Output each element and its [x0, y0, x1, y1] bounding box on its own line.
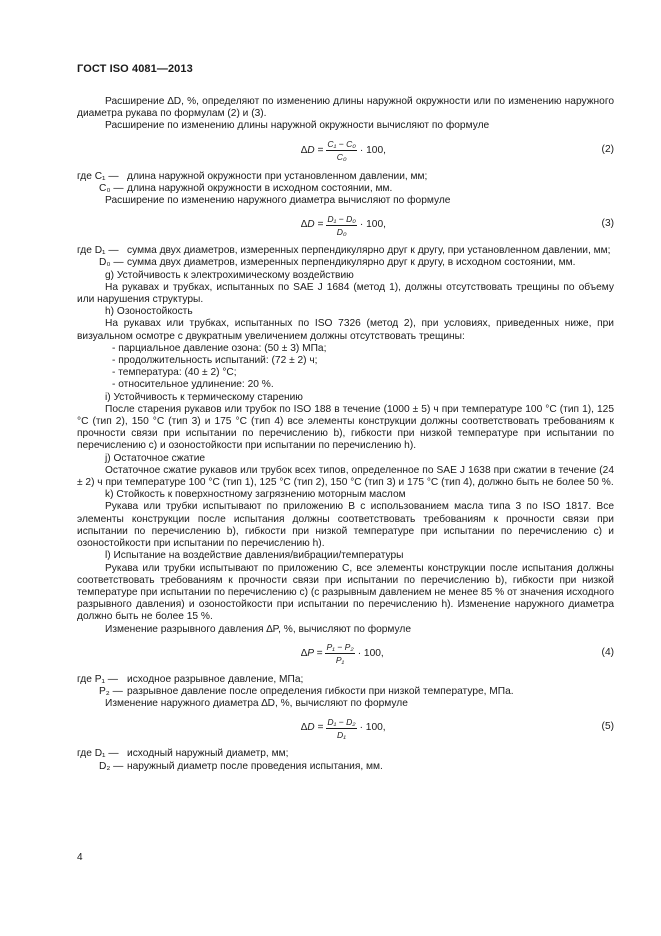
formula-2 — [77, 137, 614, 165]
definition-text: наружный диаметр после проведения испытания, мм. — [127, 760, 383, 772]
formula-3-lhs: ∆D = — [301, 219, 324, 231]
list-item: - относительное удлинение: 20 %. — [112, 379, 274, 391]
section-l-text: Рукава или трубки испытывают по приложению С, все элементы конструкции после испытания должны соответствовать требованиям к прочности связи при испытании по перечислению b), гибкости при низкой температуре при испытании по перечислению с) (с разрывным давлением не менее 85 % от значения исходного разрывного давления) и озоностойкости при испытании по перечислению h). Изменение наружного диаметра должно быть не более 15 %. — [77, 562, 614, 623]
section-k-text: Рукава или трубки испытывают по приложению В с использованием масла типа 3 по ISO 1817. Все элементы конструкции после испытания должны соответствовать требованиям к прочности связи при испытании по перечислению b), гибкости при низкой температуре при испытании по перечислению с) и озоностойкости при испытании по перечислению h). — [77, 501, 614, 550]
formula-3-number: (3) — [601, 218, 614, 230]
formula-2-denominator: C₀ — [336, 152, 347, 163]
formula-4-denominator: P₁ — [335, 655, 345, 666]
section-g-text: На рукавах и трубках, испытанных по SAE J 1684 (метод 1), должны отсутствовать трещины по объему или нарушения структуры. — [77, 281, 614, 306]
section-j-text: Остаточное сжатие рукавов или трубок всех типов, определенное по SAE J 1638 при сжатии в течение (24 ± 2) ч при температуре 100 °С (тип 1), 125 °С (тип 2), 150 °С (тип 3) и 175 °С (тип 4), должно быть не более 50 %. — [77, 464, 614, 489]
paragraph-diameter-change-intro: Изменение наружного диаметра ∆D, %, вычисляют по формуле — [105, 698, 408, 710]
formula-3-numerator: D₁ − D₀ — [327, 213, 356, 224]
definition-label: D₀ — — [99, 257, 124, 269]
paragraph-pressure-formula-intro: Изменение разрывного давления ∆P, %, вычисляют по формуле — [105, 623, 412, 635]
definition-text: исходный наружный диаметр, мм; — [127, 748, 289, 760]
formula-4 — [77, 640, 614, 668]
definition-label: где D₁ — — [77, 748, 119, 760]
formula-3-rhs: · 100, — [359, 219, 386, 231]
definition-d0 — [77, 257, 614, 269]
section-g-title: g) Устойчивость к электрохимическому воздействию — [105, 269, 354, 281]
standard-header: ГОСТ ISO 4081—2013 — [77, 63, 193, 75]
definition-text: сумма двух диаметров, измеренных перпендикулярно друг к другу, в исходном состоянии, мм. — [127, 257, 576, 269]
section-i-text: После старения рукавов или трубок по ISO 188 в течение (1000 ± 5) ч при температуре 100 °С (тип 1), 125 °С (тип 2), 150 °С (тип 3) и 175 °С (тип 4) все элементы конструкции должны соответствовать требованиям к прочности связи при испытании по перечислению b), гибкости при низкой температуре при испытании по перечислению с) и озоностойкости при испытании по перечислению h). — [77, 403, 614, 452]
formula-5 — [77, 714, 614, 742]
section-j-title: j) Остаточное сжатие — [105, 452, 206, 464]
formula-4-lhs: ∆P = — [301, 647, 323, 659]
formula-2-rhs: · 100, — [359, 144, 386, 156]
definition-label: D₂ — — [99, 760, 124, 772]
formula-4-number: (4) — [601, 646, 614, 658]
definition-label: где P₁ — — [77, 673, 118, 685]
definition-d1-initial — [77, 748, 614, 760]
section-i-title: i) Устойчивость к термическому старению — [105, 391, 303, 403]
section-h-text: На рукавах или трубках, испытанных по ISO 7326 (метод 2), при условиях, приведенных ниже, при визуальном осмотре с двукратным увеличением должны отсутствовать трещины: — [77, 318, 614, 342]
section-h-title: h) Озоностойкость — [105, 306, 193, 318]
paragraph-diameter-formula-intro: Расширение по изменению наружного диаметра вычисляют по формуле — [105, 195, 451, 207]
definition-text: длина наружной окружности в исходном состоянии, мм. — [127, 182, 393, 194]
formula-4-numerator: P₁ − P₂ — [326, 642, 354, 653]
formula-2-number: (2) — [601, 143, 614, 155]
definition-text: длина наружной окружности при установленном давлении, мм; — [127, 170, 428, 182]
definition-d1 — [77, 245, 614, 257]
definition-c0 — [77, 183, 614, 195]
formula-5-rhs: · 100, — [359, 722, 386, 734]
formula-4-rhs: · 100, — [357, 647, 384, 659]
section-k-title: k) Стойкость к поверхностному загрязнению моторным маслом — [105, 489, 406, 501]
definition-label: C₀ — — [99, 182, 124, 194]
definition-text: исходное разрывное давление, МПа; — [127, 673, 304, 685]
definition-label: где D₁ — — [77, 245, 119, 257]
definition-label: P₂ — — [99, 685, 123, 697]
formula-3-fraction — [326, 214, 357, 237]
formula-2-fraction — [326, 139, 357, 162]
page-number: 4 — [77, 852, 83, 863]
definition-text: сумма двух диаметров, измеренных перпендикулярно друг к другу, при установленном давлении, мм; — [127, 245, 611, 257]
formula-5-numerator: D₁ − D₂ — [327, 716, 356, 727]
formula-4-fraction — [325, 642, 354, 665]
section-l-title: l) Испытание на воздействие давления/вибрации/температуры — [105, 550, 404, 562]
definition-label: где C₁ — — [77, 170, 119, 182]
list-item: - парциальное давление озона: (50 ± 3) МПа; — [112, 342, 327, 354]
definition-p1 — [77, 674, 614, 686]
definition-p2 — [77, 686, 614, 698]
formula-2-lhs: ∆D = — [301, 144, 324, 156]
formula-2-numerator: C₁ − C₀ — [327, 139, 356, 150]
main-content — [77, 96, 614, 773]
list-item: - продолжительность испытаний: (72 ± 2) ч; — [112, 355, 318, 367]
formula-5-number: (5) — [601, 721, 614, 733]
formula-5-lhs: ∆D = — [301, 722, 324, 734]
paragraph-expansion: Расширение ∆D, %, определяют по изменению длины наружной окружности или по изменению наружного диаметра рукава по формулам (2) и (3). — [77, 96, 614, 120]
formula-3 — [77, 211, 614, 239]
definition-text: разрывное давление после определения гибкости при низкой температуре, МПа. — [127, 685, 514, 697]
formula-5-denominator: D₁ — [337, 729, 346, 740]
definition-c1 — [77, 171, 614, 183]
paragraph-circumference-formula-intro: Расширение по изменению длины наружной окружности вычисляют по формуле — [105, 120, 490, 132]
list-item: - температура: (40 ± 2) °С; — [112, 367, 237, 379]
formula-5-fraction — [326, 717, 356, 740]
definition-d2 — [77, 761, 614, 773]
formula-3-denominator: D₀ — [336, 226, 347, 237]
